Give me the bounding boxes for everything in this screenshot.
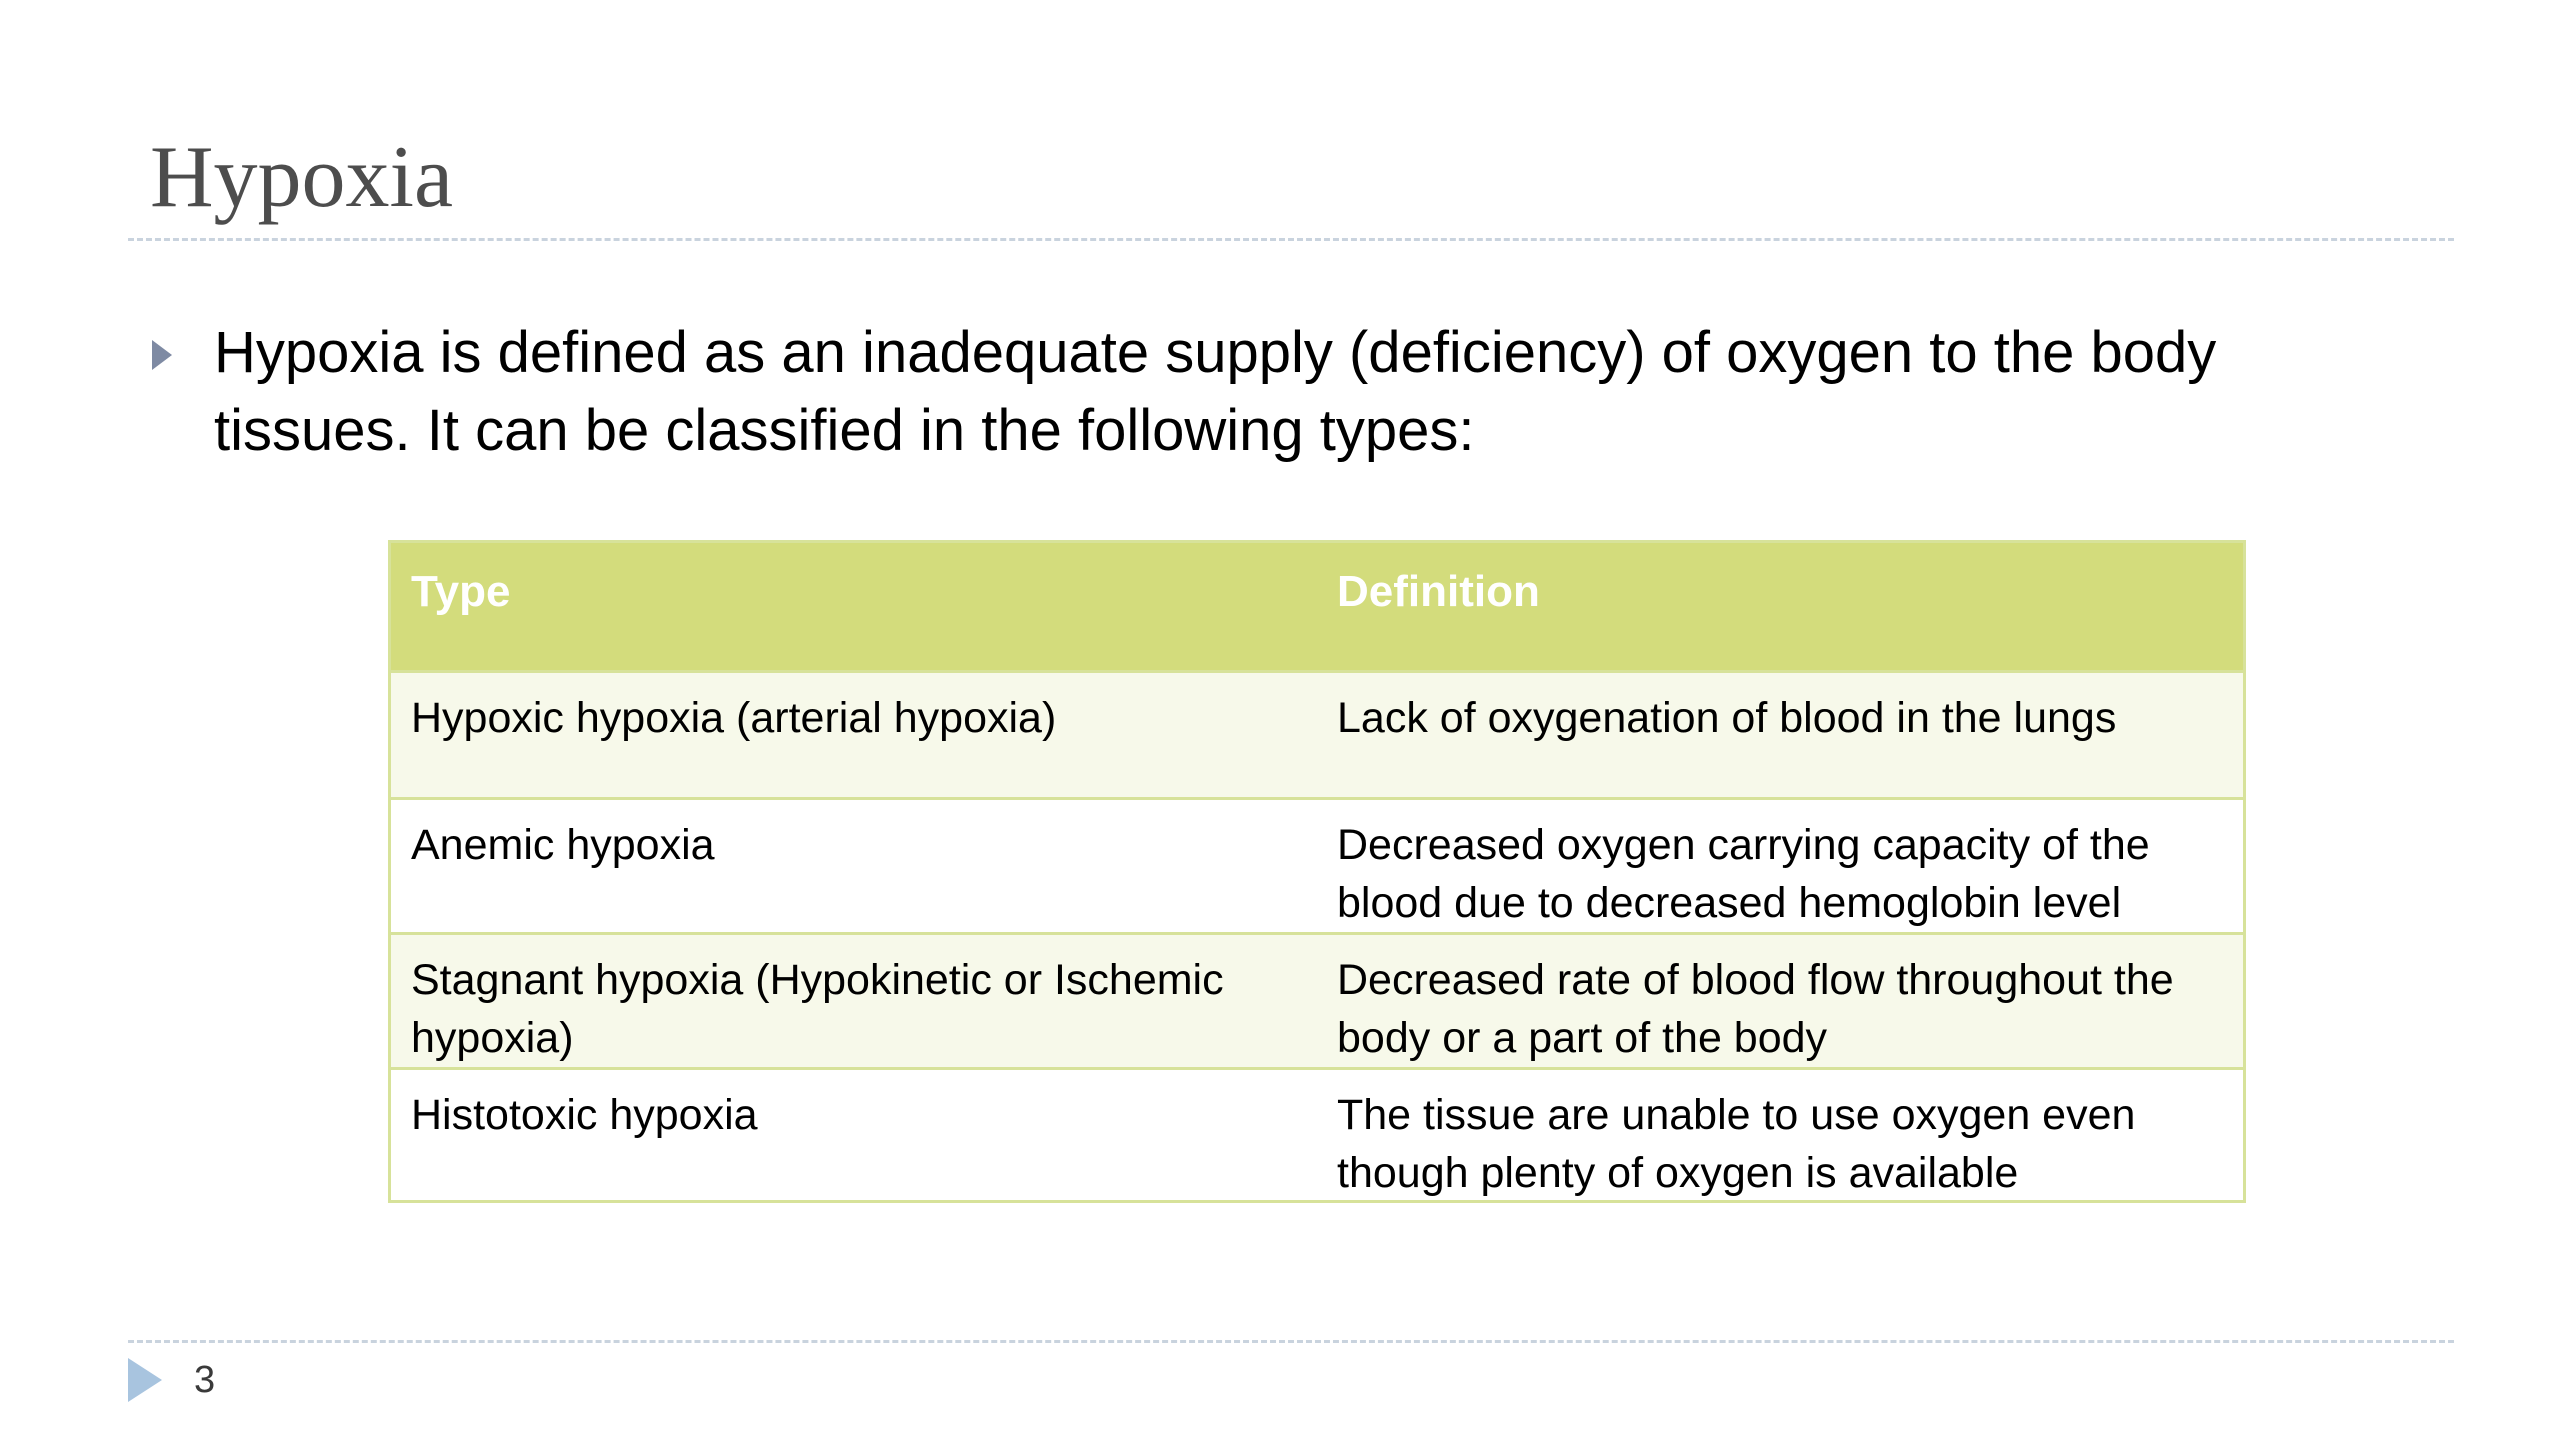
type-cell: Anemic hypoxia [411, 821, 715, 869]
slide-title: Hypoxia [150, 129, 454, 226]
hypoxia-types-table [388, 540, 2246, 1203]
page-number: 3 [194, 1359, 216, 1401]
table-row [391, 797, 2243, 932]
bullet-text: Hypoxia is defined as an inadequate supply (deficiency) of oxygen to the body tissues. It can be classified in the following types: [214, 320, 2217, 463]
definition-cell: The tissue are unable to use oxygen even though plenty of oxygen is available [1337, 1091, 2136, 1197]
type-cell: Histotoxic hypoxia [411, 1091, 758, 1139]
footer-divider [128, 1340, 2454, 1343]
type-cell: Stagnant hypoxia (Hypokinetic or Ischemic hypoxia) [411, 956, 1224, 1062]
triangle-page-icon [128, 1358, 162, 1402]
table-row [391, 1067, 2243, 1200]
table-row [391, 670, 2243, 797]
title-divider [128, 238, 2454, 241]
table-row [391, 932, 2243, 1067]
type-cell: Hypoxic hypoxia (arterial hypoxia) [411, 694, 1057, 742]
definition-cell: Decreased oxygen carrying capacity of the blood due to decreased hemoglobin level [1337, 821, 2150, 927]
triangle-bullet-icon [152, 340, 172, 370]
definition-cell: Lack of oxygenation of blood in the lungs [1337, 694, 2117, 742]
header-type: Type [411, 567, 511, 616]
definition-cell: Decreased rate of blood flow throughout the body or a part of the body [1337, 956, 2174, 1062]
table-header-row [391, 543, 2243, 670]
header-definition: Definition [1337, 567, 1540, 616]
